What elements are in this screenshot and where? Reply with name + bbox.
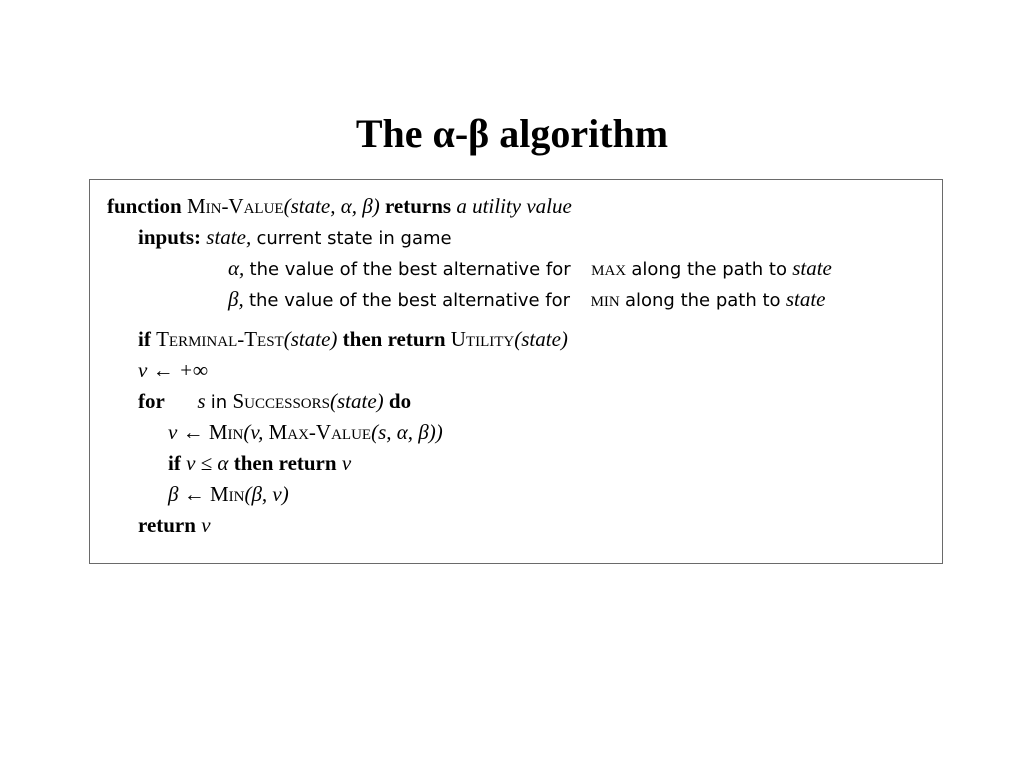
function-params: (state, α, β) bbox=[283, 194, 380, 218]
terminal-test-line bbox=[138, 327, 568, 351]
function-name-min-beta: Min bbox=[209, 482, 245, 506]
keyword-do: do bbox=[388, 389, 412, 413]
beta-state: state bbox=[785, 287, 826, 311]
alpha-input-line bbox=[228, 256, 832, 282]
update-v-lhs: v ← bbox=[168, 420, 204, 444]
function-name-utility: Utility bbox=[450, 327, 515, 351]
update-beta-lhs: β ← bbox=[168, 482, 205, 506]
min-beta-args: (β, v) bbox=[244, 482, 289, 506]
algorithm-box bbox=[89, 179, 943, 564]
slide-title: The α-β algorithm bbox=[355, 111, 669, 156]
terminal-test-arg: (state) bbox=[283, 327, 338, 351]
utility-arg: (state) bbox=[514, 327, 568, 351]
update-beta-line bbox=[168, 482, 289, 506]
for-loop-line bbox=[138, 389, 411, 415]
keyword-for: for bbox=[138, 389, 165, 413]
function-name-min: Min bbox=[208, 420, 244, 444]
keyword-then-return: then return bbox=[342, 327, 446, 351]
init-v-assignment: v ← +∞ bbox=[138, 358, 208, 382]
keyword-returns: returns bbox=[384, 194, 452, 218]
beta-var: β, bbox=[228, 287, 244, 311]
alpha-tail: along the path to bbox=[631, 259, 787, 280]
beta-input-line bbox=[228, 287, 825, 313]
function-name-min-value: Min-Value bbox=[186, 194, 284, 218]
keyword-if: if bbox=[138, 327, 151, 351]
beta-player-min: min bbox=[590, 287, 620, 311]
alpha-state: state bbox=[792, 256, 832, 280]
update-v-line bbox=[168, 420, 443, 444]
beta-description: the value of the best alternative for bbox=[248, 290, 571, 311]
keyword-inputs: inputs: bbox=[138, 225, 202, 249]
alpha-var: α, bbox=[228, 256, 245, 280]
successors-arg: (state) bbox=[330, 389, 384, 413]
function-name-terminal-test: Terminal-Test bbox=[156, 327, 284, 351]
input-state-description: current state in game bbox=[256, 228, 452, 249]
keyword-then-return-inner: then return bbox=[233, 451, 337, 475]
prune-check-line bbox=[168, 451, 351, 475]
beta-tail: along the path to bbox=[624, 290, 781, 311]
function-name-successors: Successors bbox=[232, 389, 330, 413]
max-value-args: (s, α, β)) bbox=[371, 420, 443, 444]
final-return-var: v bbox=[201, 513, 211, 537]
init-v-line bbox=[138, 358, 208, 382]
function-signature-line bbox=[107, 194, 572, 218]
keyword-in: in bbox=[210, 392, 228, 413]
return-description: a utility value bbox=[456, 194, 572, 218]
prune-return-var: v bbox=[341, 451, 352, 475]
alpha-description: the value of the best alternative for bbox=[249, 259, 571, 280]
alpha-player-max: max bbox=[591, 256, 627, 280]
function-name-max-value: Max-Value bbox=[268, 420, 372, 444]
keyword-return: return bbox=[138, 513, 196, 537]
inputs-line bbox=[138, 225, 452, 251]
input-state-var: state, bbox=[206, 225, 252, 249]
loop-var-s: s bbox=[197, 389, 206, 413]
min-open-args: (v, bbox=[243, 420, 264, 444]
keyword-if-inner: if bbox=[168, 451, 181, 475]
final-return-line bbox=[138, 513, 211, 537]
keyword-function: function bbox=[107, 194, 182, 218]
prune-condition: v ≤ α bbox=[186, 451, 229, 475]
